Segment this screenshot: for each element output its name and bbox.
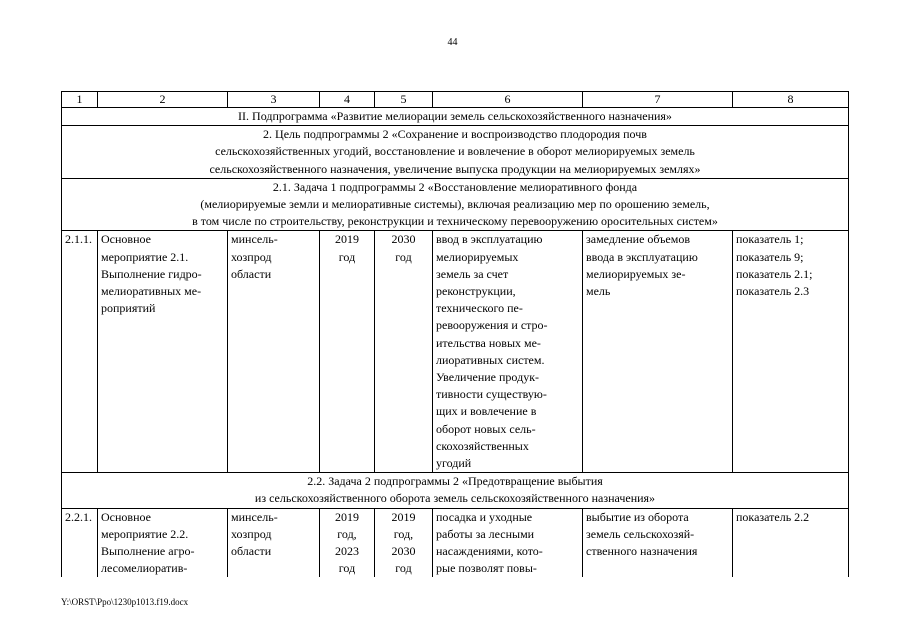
measure-name: Основное мероприятие 2.2. Выполнение агро- лесомелиоратив- bbox=[98, 508, 228, 577]
subprogram-title: II. Подпрограмма «Развитие мелиорации земель сельскохозяйственного назначения» bbox=[62, 108, 849, 126]
task2-row bbox=[62, 473, 849, 508]
task2-text: 2.2. Задача 2 подпрограммы 2 «Предотвращение выбытия из сельскохозяйственного оборота земель сельскохозяйственного назначения» bbox=[62, 473, 849, 508]
executor: минсель- хозпрод области bbox=[228, 508, 320, 577]
col-header-3: 3 bbox=[228, 92, 320, 108]
end-year: 2019 год, 2030 год bbox=[375, 508, 433, 577]
start-year: 2019 год bbox=[320, 231, 375, 473]
row-number: 2.2.1. bbox=[62, 508, 98, 577]
col-header-4: 4 bbox=[320, 92, 375, 108]
end-year: 2030 год bbox=[375, 231, 433, 473]
goal-row bbox=[62, 126, 849, 179]
indicators: показатель 2.2 bbox=[733, 508, 849, 577]
subprogram-row bbox=[62, 108, 849, 126]
expected-result: посадка и уходные работы за лесными насаждениями, кото- рые позволят повы- bbox=[433, 508, 583, 577]
col-header-8: 8 bbox=[733, 92, 849, 108]
col-header-7: 7 bbox=[583, 92, 733, 108]
task1-text: 2.1. Задача 1 подпрограммы 2 «Восстановление мелиоративного фонда (мелиорируемые земли и мелиоративные системы), включая реализацию мер по орошению земель, в том числе по строительству, реконструкции и техническому перевооружению оросительных систем» bbox=[62, 178, 849, 231]
table-row bbox=[62, 231, 849, 473]
consequence: замедление объемов ввода в эксплуатацию мелиорируемых зе- мель bbox=[583, 231, 733, 473]
executor: минсель- хозпрод области bbox=[228, 231, 320, 473]
expected-result: ввод в эксплуатацию мелиорируемых земель за счет реконструкции, технического пе- ревооружения и стро- ительства новых ме- лиоративных систем. Увеличение продук- тивности существую- щих и вовлечение в оборот новых сель- скохозяйственных угодий bbox=[433, 231, 583, 473]
start-year: 2019 год, 2023 год bbox=[320, 508, 375, 577]
row-number: 2.1.1. bbox=[62, 231, 98, 473]
table-row bbox=[62, 508, 849, 577]
measure-name: Основное мероприятие 2.1. Выполнение гидро- мелиоративных ме- роприятий bbox=[98, 231, 228, 473]
col-header-2: 2 bbox=[98, 92, 228, 108]
indicators: показатель 1; показатель 9; показатель 2.1; показатель 2.3 bbox=[733, 231, 849, 473]
col-header-1: 1 bbox=[62, 92, 98, 108]
consequence: выбытие из оборота земель сельскохозяй- ственного назначения bbox=[583, 508, 733, 577]
task1-row bbox=[62, 178, 849, 231]
header-row bbox=[62, 92, 849, 108]
col-header-6: 6 bbox=[433, 92, 583, 108]
col-header-5: 5 bbox=[375, 92, 433, 108]
file-path-footer: Y:\ORST\Ppo\1230p1013.f19.docx bbox=[61, 597, 189, 607]
program-table bbox=[61, 91, 849, 577]
page-number: 44 bbox=[447, 37, 458, 48]
goal-text: 2. Цель подпрограммы 2 «Сохранение и воспроизводство плодородия почв сельскохозяйственных угодий, восстановление и вовлечение в оборот мелиорируемых земель сельскохозяйственного назначения, увеличение выпуска продукции на мелиорируемых землях» bbox=[62, 126, 849, 179]
